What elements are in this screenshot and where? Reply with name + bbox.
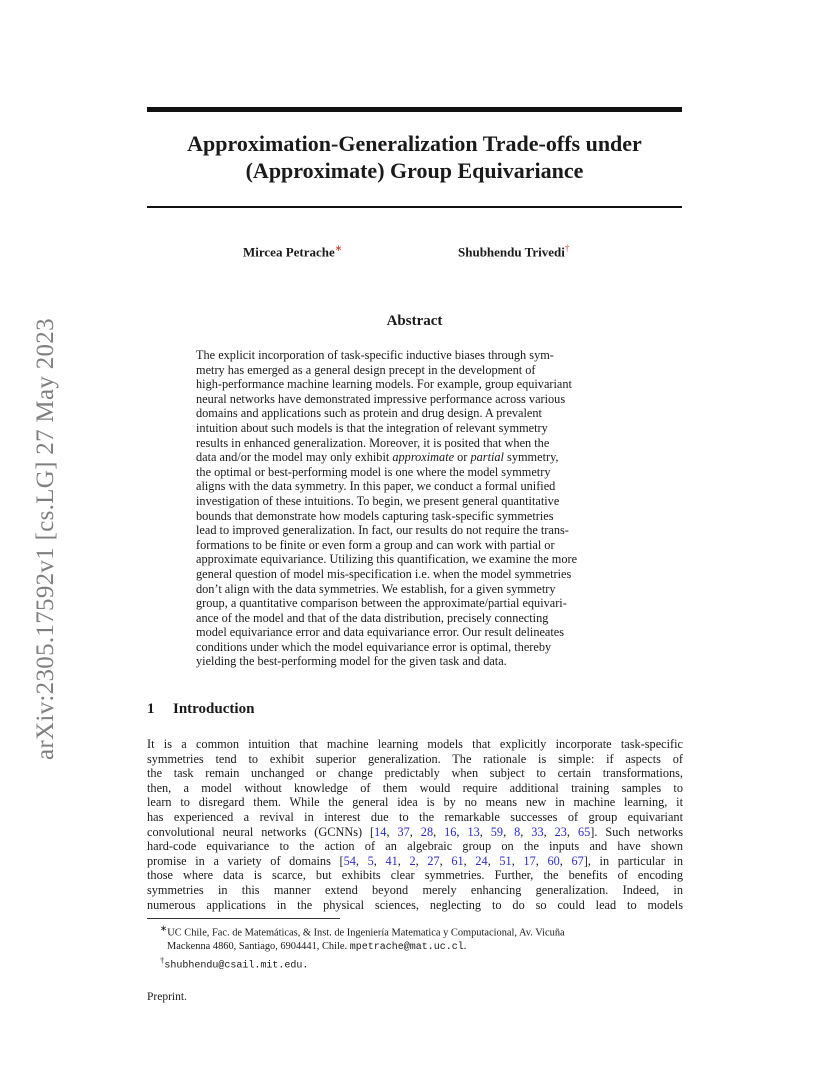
citation-link[interactable]: 8	[514, 824, 521, 839]
abstract-line: neural networks have demonstrated impressive performance across various	[196, 391, 566, 406]
arxiv-identifier: arXiv:2305.17592v1 [cs.LG] 27 May 2023	[32, 318, 59, 760]
abstract-line: the optimal or best-performing model is one where the model symmetry	[196, 464, 551, 479]
citation-link[interactable]: 54	[343, 853, 356, 868]
intro-line: learn to disregard them. While the general idea is by no means new in machine learning, it	[147, 795, 683, 810]
citation-link[interactable]: 33	[531, 824, 544, 839]
intro-line: It is a common intuition that machine learning models that explicitly incorporate task-specific	[147, 737, 683, 751]
author-footnote-mark[interactable]: †	[564, 243, 570, 253]
section-title: Introduction	[173, 701, 255, 717]
footnote-2-line	[160, 954, 683, 973]
intro-line: has experienced a revival in interest due to the remarkable successes of group equivariant	[147, 809, 683, 824]
citation-link[interactable]: 5	[367, 853, 374, 868]
abstract-line: domains and applications such as protein and drug design. A prevalent	[196, 406, 542, 421]
footnote-rule	[147, 918, 340, 919]
abstract-line: The explicit incorporation of task-specific inductive biases through sym-	[196, 348, 554, 362]
title-top-rule	[147, 107, 682, 112]
intro-line: then, a model without knowledge of them would require additional training samples to	[147, 780, 683, 795]
abstract-line: conditions under which the model equivariance error is optimal, thereby	[196, 639, 552, 654]
citation-link[interactable]: 13	[467, 824, 480, 839]
intro-line: numerous applications in the physical sciences, neglecting to do so could lead to models	[147, 897, 683, 912]
intro-line: those where data is scarce, but exhibits clear symmetries. Further, the benefits of encoding	[147, 868, 683, 883]
abstract-heading: Abstract	[386, 313, 443, 329]
author-name: Shubhendu Trivedi	[458, 244, 565, 260]
abstract-line: lead to improved generalization. In fact, our results do not require the trans-	[196, 523, 569, 538]
author-footnote-mark[interactable]: ∗	[334, 243, 343, 253]
abstract-body	[196, 348, 634, 669]
citation-link[interactable]: 37	[397, 824, 410, 839]
footnotes	[160, 922, 683, 973]
abstract-line: formations to be finite or even form a group and can work with partial or	[196, 537, 555, 552]
citation-link[interactable]: 23	[554, 824, 567, 839]
emphasis-word: approximate	[392, 450, 455, 465]
footnote-mark: †	[160, 955, 165, 966]
abstract-line: approximate equivariance. Utilizing this quantification, we examine the more	[196, 552, 578, 567]
abstract-line: ance of the model and that of the data distribution, precisely connecting	[196, 610, 549, 625]
citation-link[interactable]: 27	[427, 853, 440, 868]
citation-link[interactable]: 14	[374, 824, 387, 839]
emphasis-word: partial	[470, 450, 504, 465]
title-line: Approximation-Generalization Trade-offs under	[187, 131, 642, 156]
abstract-line: yielding the best-performing model for the given task and data.	[196, 654, 507, 669]
section-heading-introduction	[147, 701, 682, 718]
paper-title	[140, 130, 689, 184]
abstract-line: model equivariance error and data equivariance error. Our result delineates	[196, 625, 565, 640]
citation-link[interactable]: 28	[420, 824, 434, 839]
preprint-label: Preprint.	[147, 991, 187, 1003]
abstract-line: results in enhanced generalization. Moreover, it is posited that when the	[196, 435, 550, 450]
citation-link[interactable]: 67	[571, 853, 584, 868]
intro-line: convolutional neural networks (GCNNs) [14, 37, 28, 16, 13, 59, 8, 33, 23, 65]. Such networks	[147, 824, 683, 839]
intro-line: the task remain unchanged or change predictably when subject to certain transformations,	[147, 766, 683, 781]
intro-line: promise in a variety of domains [54, 5, 41, 2, 27, 61, 24, 51, 17, 60, 67], in particular in	[147, 853, 684, 868]
abstract-line: aligns with the data symmetry. In this paper, we conduct a formal unified	[196, 479, 556, 494]
citation-link[interactable]: 24	[475, 853, 488, 868]
abstract-line: general question of model mis-specification i.e. when the model symmetries	[196, 566, 572, 581]
footnote-text: UC Chile, Fac. de Matemáticas, & Inst. de Ingeniería Matematica y Computacional, Av. Vicuña	[167, 927, 565, 939]
footnote-1-line: Mackenna 4860, Santiago, 6904441, Chile. mpetrache@mat.uc.cl.	[167, 940, 467, 953]
abstract-line: intuition about such models is that the integration of relevant symmetry	[196, 420, 548, 435]
footnote-email: shubhendu@csail.mit.edu.	[164, 960, 309, 972]
abstract-line: data and/or the model may only exhibit approximate or partial symmetry,	[196, 450, 559, 465]
intro-line: symmetries tend to exhibit superior generalization. The rationale is simple: if aspects of	[147, 751, 683, 766]
title-bottom-rule	[147, 206, 682, 208]
citation-link[interactable]: 17	[523, 853, 536, 868]
abstract-line: high-performance machine learning models. For example, group equivariant	[196, 377, 572, 392]
abstract-line: bounds that demonstrate how models capturing task-specific symmetries	[196, 508, 554, 523]
abstract-line: don’t align with the data symmetries. We establish, for a given symmetry	[196, 581, 556, 596]
footnote-mark: ∗	[160, 923, 168, 933]
section-number: 1	[147, 701, 155, 717]
footnote-email: mpetrache@mat.uc.cl	[349, 941, 464, 953]
citation-link[interactable]: 41	[385, 853, 398, 868]
citation-link[interactable]: 59	[490, 824, 504, 839]
citation-link[interactable]: 2	[409, 853, 416, 868]
introduction-body	[147, 737, 683, 912]
intro-line: symmetries in this manner extend beyond merely enhancing generalization. Indeed, in	[147, 882, 683, 897]
author-1	[243, 243, 342, 260]
citation-link[interactable]: 60	[547, 853, 560, 868]
citation-link[interactable]: 51	[499, 853, 512, 868]
abstract-line: group, a quantitative comparison between the approximate/partial equivari-	[196, 596, 567, 611]
intro-line: hard-code equivariance to the action of an algebraic group on the inputs and have shown	[147, 839, 683, 854]
citation-link[interactable]: 65	[577, 824, 591, 839]
author-2	[458, 243, 569, 260]
footnote-1-line	[160, 922, 683, 940]
title-line: (Approximate) Group Equivariance	[245, 158, 584, 183]
author-name: Mircea Petrache	[243, 244, 335, 260]
abstract-line: investigation of these intuitions. To begin, we present general quantitative	[196, 493, 560, 508]
citation-link[interactable]: 61	[451, 853, 464, 868]
citation-link[interactable]: 16	[444, 824, 457, 839]
abstract-line: metry has emerged as a general design precept in the development of	[196, 362, 536, 377]
